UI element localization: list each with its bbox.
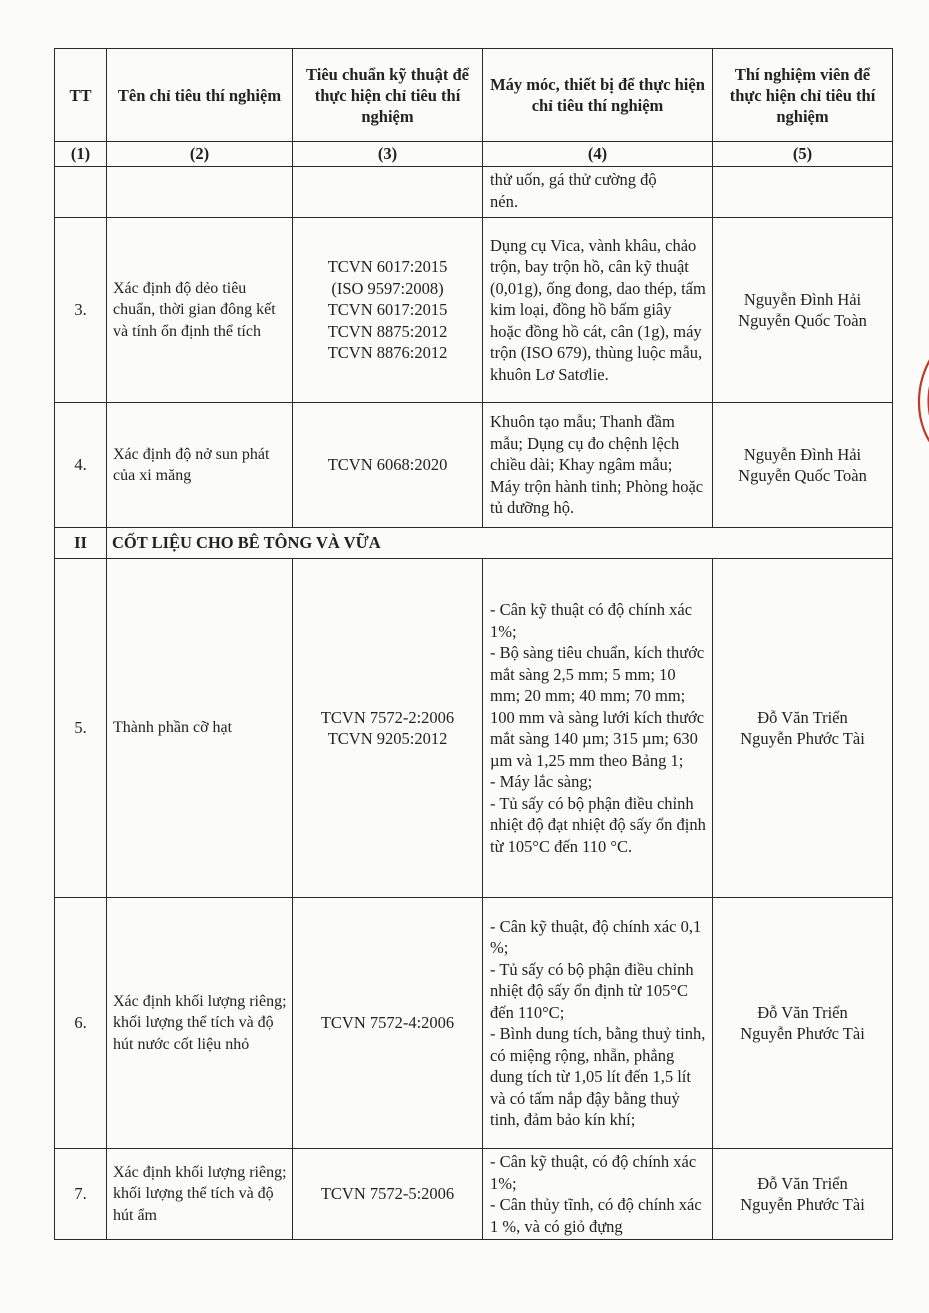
col-number: (4) <box>483 142 713 167</box>
header-row <box>55 49 893 142</box>
test-methods-table <box>54 48 893 1240</box>
test-name: Thành phần cỡ hạt <box>107 559 293 898</box>
section-title: CỐT LIỆU CHO BÊ TÔNG VÀ VỮA <box>107 528 893 559</box>
equipment-cell: Dụng cụ Vica, vành khâu, chảo trộn, bay trộn hồ, cân kỹ thuật (0,01g), ống đong, dao thép, tấm kim loại, đồng hồ bấm giây hoặc đồng hồ cát, cân (1g), máy trộn (ISO 679), thùng luộc mẫu, khuôn Lơ Satơlie. <box>483 218 713 403</box>
col-number: (2) <box>107 142 293 167</box>
table-row <box>55 218 893 403</box>
standards-cell: TCVN 6068:2020 <box>293 403 483 528</box>
equipment-cell: - Cân kỹ thuật, độ chính xác 0,1 %; - Tủ sấy có bộ phận điều chỉnh nhiệt độ sấy ổn định từ 105°C đến 110°C; - Bình dung tích, bằng thuỷ tinh, có miệng rộng, nhẵn, phẳng dung tích từ 1,05 lít đến 1,5 lít và có tấm nắp đậy bằng thuỷ tinh, đảm bảo kín khí; <box>483 898 713 1149</box>
standards-cell: TCVN 6017:2015 (ISO 9597:2008) TCVN 6017:2015 TCVN 8875:2012 TCVN 8876:2012 <box>293 218 483 403</box>
col-number: (1) <box>55 142 107 167</box>
test-name: Xác định khối lượng riêng; khối lượng thể tích và độ hút nước cốt liệu nhỏ <box>107 898 293 1149</box>
row-number: 5. <box>55 559 107 898</box>
header-name: Tên chỉ tiêu thí nghiệm <box>107 49 293 142</box>
header-personnel: Thí nghiệm viên để thực hiện chỉ tiêu thí nghiệm <box>713 49 893 142</box>
table-row <box>55 559 893 898</box>
section-number: II <box>55 528 107 559</box>
test-name: Xác định độ dẻo tiêu chuẩn, thời gian đông kết và tính ổn định thể tích <box>107 218 293 403</box>
red-seal-stamp-icon <box>903 340 929 460</box>
header-tt: TT <box>55 49 107 142</box>
row-number: 7. <box>55 1149 107 1240</box>
equipment-cell: Khuôn tạo mẫu; Thanh đầm mẫu; Dụng cụ đo chệnh lệch chiều dài; Khay ngâm mẫu; Máy trộn hành tinh; Phòng hoặc tủ dưỡng hộ. <box>483 403 713 528</box>
col-number: (3) <box>293 142 483 167</box>
section-row <box>55 528 893 559</box>
personnel-cell: Đỗ Văn Triển Nguyễn Phước Tài <box>713 898 893 1149</box>
row-number: 6. <box>55 898 107 1149</box>
test-name: Xác định khối lượng riêng; khối lượng thể tích và độ hút ẩm <box>107 1149 293 1240</box>
row-number: 4. <box>55 403 107 528</box>
equipment-cell: - Cân kỹ thuật có độ chính xác 1%; - Bộ sàng tiêu chuẩn, kích thước mắt sàng 2,5 mm; 5 mm; 10 mm; 20 mm; 40 mm; 70 mm; 100 mm và sàng lưới kích thước mắt sàng 140 µm; 315 µm; 630 µm và 1,25 mm theo Bảng 1; - Máy lắc sàng; - Tủ sấy có bộ phận điều chỉnh nhiệt độ đạt nhiệt độ sấy ổn định từ 105°C đến 110 °C. <box>483 559 713 898</box>
table-row <box>55 403 893 528</box>
continuation-equipment: thử uốn, gá thử cường độ nén. <box>483 167 713 218</box>
personnel-cell: Nguyễn Đình Hải Nguyễn Quốc Toàn <box>713 403 893 528</box>
table-row <box>55 898 893 1149</box>
header-standard: Tiêu chuẩn kỹ thuật để thực hiện chỉ tiêu thí nghiệm <box>293 49 483 142</box>
personnel-cell: Nguyễn Đình Hải Nguyễn Quốc Toàn <box>713 218 893 403</box>
col-number: (5) <box>713 142 893 167</box>
test-name: Xác định độ nở sun phát của xi măng <box>107 403 293 528</box>
table-row <box>55 1149 893 1240</box>
standards-cell: TCVN 7572-4:2006 <box>293 898 483 1149</box>
continuation-row <box>55 167 893 218</box>
standards-cell: TCVN 7572-5:2006 <box>293 1149 483 1240</box>
personnel-cell: Đỗ Văn Triển Nguyễn Phước Tài <box>713 1149 893 1240</box>
standards-cell: TCVN 7572-2:2006 TCVN 9205:2012 <box>293 559 483 898</box>
equipment-cell: - Cân kỹ thuật, có độ chính xác 1%; - Cân thủy tĩnh, có độ chính xác 1 %, và có giỏ đựng <box>483 1149 713 1240</box>
column-number-row <box>55 142 893 167</box>
header-equipment: Máy móc, thiết bị để thực hiện chỉ tiêu thí nghiệm <box>483 49 713 142</box>
personnel-cell: Đỗ Văn Triển Nguyễn Phước Tài <box>713 559 893 898</box>
row-number: 3. <box>55 218 107 403</box>
